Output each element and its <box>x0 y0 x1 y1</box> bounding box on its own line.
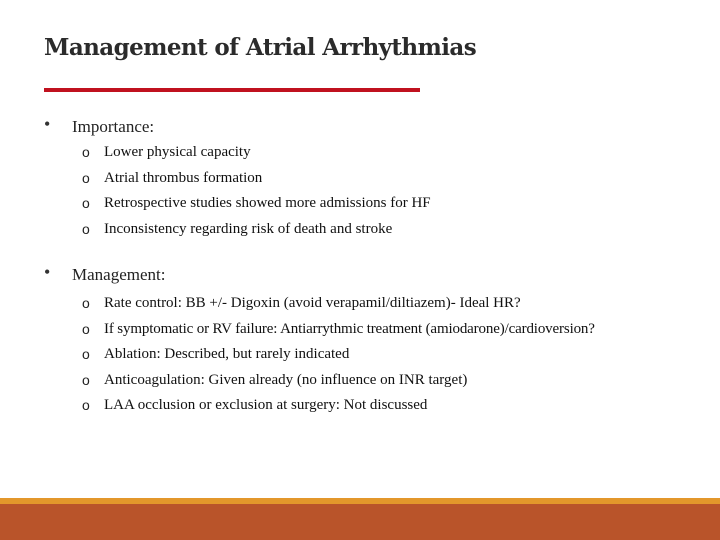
hollow-circle-icon: o <box>82 397 90 414</box>
slide-title: Management of Atrial Arrhythmias <box>44 34 477 61</box>
hollow-circle-icon: o <box>82 169 90 186</box>
hollow-circle-icon: o <box>82 295 90 311</box>
section-label: Management: <box>72 265 166 284</box>
footer-bar <box>0 498 720 540</box>
hollow-circle-icon: o <box>82 371 90 388</box>
hollow-circle-icon: o <box>82 220 90 237</box>
bullet-dot-icon: • <box>44 114 51 134</box>
list-item-text: Ablation: Described, but rarely indicated <box>104 346 350 363</box>
list-item-text: Atrial thrombus formation <box>104 169 263 186</box>
hollow-circle-icon: o <box>82 346 90 363</box>
list-item-text: LAA occlusion or exclusion at surgery: Not discussed <box>104 397 428 414</box>
list-item-text: Rate control: BB +/- Digoxin (avoid verapamil/diltiazem)- Ideal HR? <box>104 295 521 311</box>
list-item-text: Retrospective studies showed more admissions for HF <box>104 195 431 212</box>
bullet-dot-icon: • <box>44 262 51 282</box>
footer-accent-stripe <box>0 498 720 504</box>
hollow-circle-icon: o <box>82 144 90 160</box>
list-item-text: Lower physical capacity <box>104 144 251 160</box>
title-underline <box>44 88 420 92</box>
list-item-text: If symptomatic or RV failure: Antiarrythmic treatment (amiodarone)/cardioversion? <box>104 320 595 337</box>
section-label: Importance: <box>72 117 155 136</box>
hollow-circle-icon: o <box>82 195 90 212</box>
list-item-text: Anticoagulation: Given already (no influence on INR target) <box>104 371 468 388</box>
hollow-circle-icon: o <box>82 320 90 337</box>
list-item-text: Inconsistency regarding risk of death and stroke <box>104 220 393 237</box>
